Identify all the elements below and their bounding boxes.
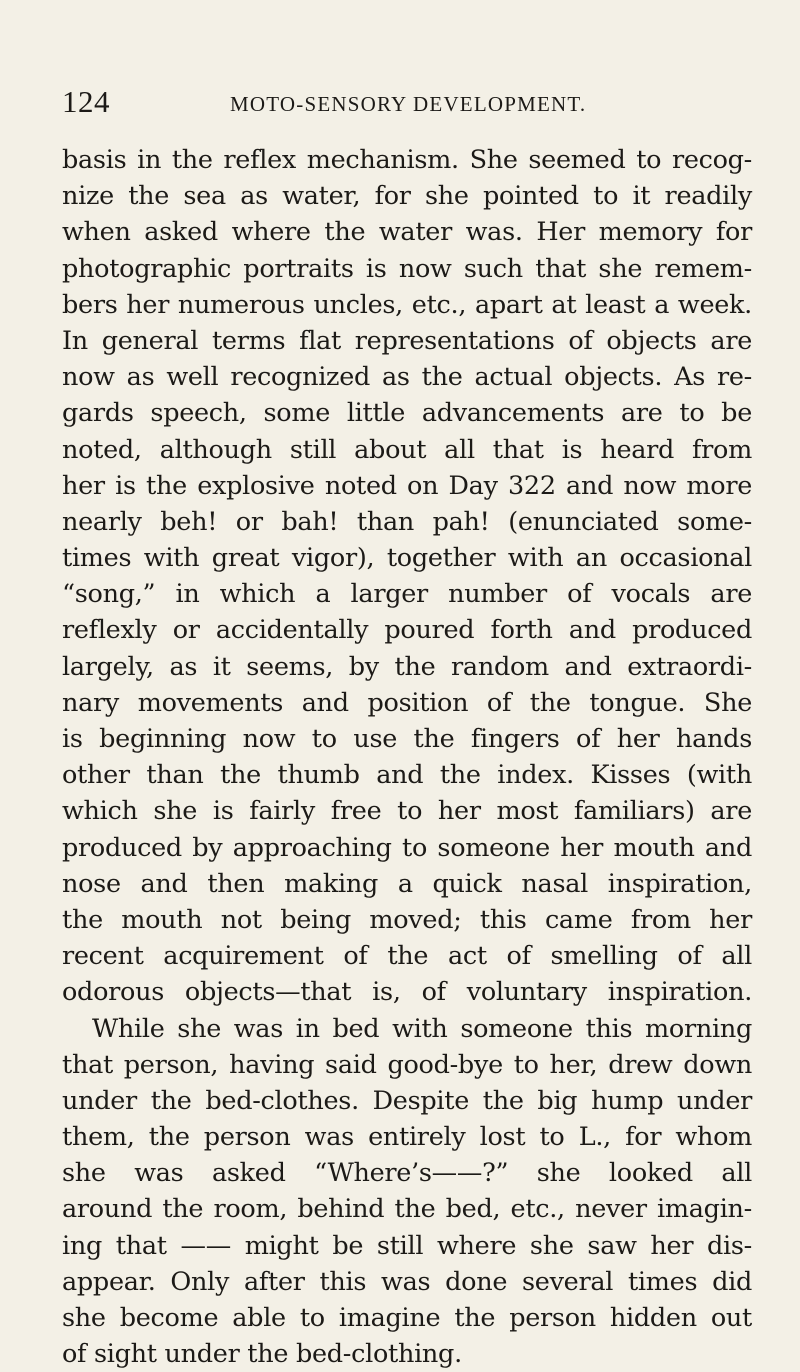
paragraph-first-line: While she was in bed with someone this morning	[92, 1013, 752, 1044]
text-line: “song,” in which a larger number of vocals are	[62, 579, 752, 610]
text-line: recent acquirement of the act of smelling of all	[62, 941, 752, 972]
text-line: nize the sea as water, for she pointed to it readily	[62, 181, 752, 212]
text-line: them, the person was entirely lost to L., for whom	[62, 1122, 752, 1153]
text-line: produced by approaching to someone her mouth and	[62, 832, 752, 863]
text-line: around the room, behind the bed, etc., never imagin-	[62, 1194, 752, 1225]
text-line: that person, having said good-bye to her, drew down	[62, 1049, 752, 1080]
text-line: the mouth not being moved; this came from her	[62, 904, 752, 935]
text-line: ing that —— might be still where she saw her dis-	[62, 1230, 752, 1261]
text-line: odorous objects—that is, of voluntary inspiration.	[62, 977, 752, 1008]
running-head	[62, 84, 752, 124]
text-line: nose and then making a quick nasal inspiration,	[62, 868, 752, 899]
text-line: is beginning now to use the fingers of her hands	[62, 724, 752, 754]
text-line: she was asked “Where’s——?” she looked all	[62, 1158, 752, 1189]
text-line: she become able to imagine the person hidden out	[62, 1303, 752, 1333]
text-line: photographic portraits is now such that she remem-	[62, 253, 752, 284]
running-title: MOTO-SENSORY DEVELOPMENT.	[230, 92, 587, 116]
text-line: now as well recognized as the actual objects. As re-	[62, 362, 752, 393]
page-number: 124	[62, 84, 110, 119]
text-line: noted, although still about all that is heard from	[62, 434, 752, 465]
text-line: times with great vigor), together with an occasional	[62, 543, 752, 574]
text-line: other than the thumb and the index. Kisses (with	[62, 760, 752, 791]
body-text	[62, 142, 752, 1372]
text-line: In general terms flat representations of objects are	[62, 325, 752, 356]
text-line: of sight under the bed-clothing.	[62, 1339, 462, 1370]
text-line: under the bed-clothes. Despite the big hump under	[62, 1085, 752, 1116]
text-line: her is the explosive noted on Day 322 and now more	[62, 470, 752, 501]
text-line: largely, as it seems, by the random and extraordi-	[62, 651, 752, 682]
text-line: bers her numerous uncles, etc., apart at least a week.	[62, 289, 752, 320]
text-line: when asked where the water was. Her memory for	[62, 217, 752, 248]
text-line: basis in the reflex mechanism. She seemed to recog-	[62, 145, 752, 175]
text-line: which she is fairly free to her most familiars) are	[62, 796, 752, 827]
text-line: nearly beh! or bah! than pah! (enunciated some-	[62, 506, 752, 537]
text-line: reflexly or accidentally poured forth and produced	[62, 615, 752, 646]
text-line: nary movements and position of the tongue. She	[62, 687, 752, 718]
text-line: gards speech, some little advancements are to be	[62, 398, 752, 429]
text-line: appear. Only after this was done several times did	[62, 1266, 752, 1297]
